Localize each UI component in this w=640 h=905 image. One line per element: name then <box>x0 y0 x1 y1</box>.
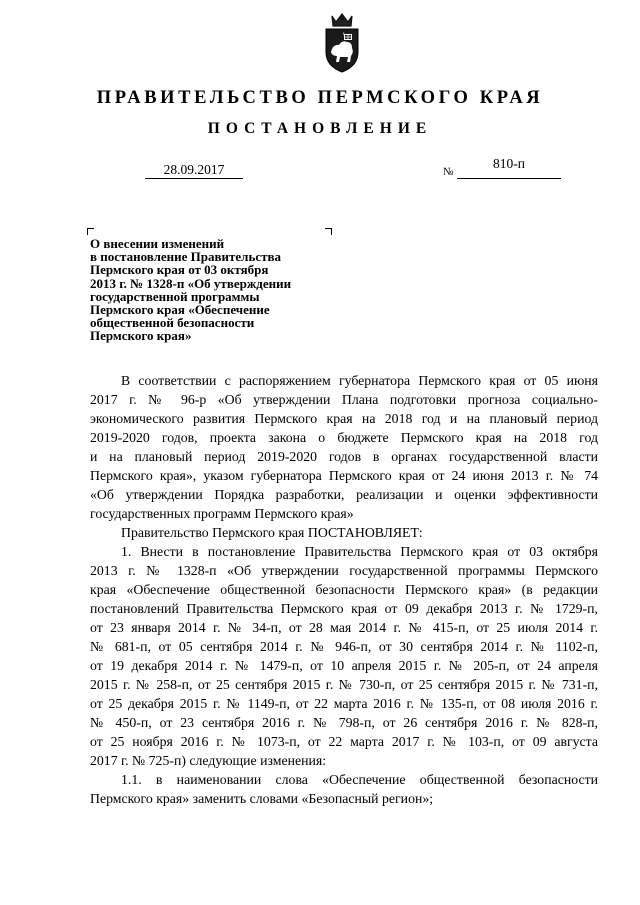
body-line: Пермского края», указом губернатора Пермского края от 24 июня 2013 г. № 74 <box>90 468 598 483</box>
body-line: государственных программ Пермского края» <box>90 506 354 521</box>
body-line: «Об утверждении Порядка разработки, реализации и оценки эффективности <box>90 487 598 502</box>
body-line: от 25 ноября 2016 г. № 1073-п, от 22 марта 2017 г. № 103-п, от 09 августа <box>90 734 598 749</box>
subject-line: 2013 г. № 1328-п «Об утверждении <box>90 275 292 291</box>
body-line: 2017 г. № 96-р «Об утверждении Плана подготовки прогноза социально- <box>90 392 598 407</box>
date-underline <box>145 178 243 179</box>
body-line: от 19 декабря 2014 г. № 1479-п, от 10 апреля 2015 г. № 205-п, от 24 апреля <box>90 658 598 673</box>
perm-krai-coat-of-arms-icon <box>318 12 366 74</box>
body-line: постановлений Правительства Пермского края от 09 декабря 2013 г. № 1729-п, <box>90 601 598 616</box>
body-line: № 681-п, от 05 сентября 2014 г. № 946-п, от 30 сентября 2014 г. № 1102-п, <box>90 639 598 654</box>
body-line: края «Обеспечение общественной безопасности Пермского края» (в редакции <box>90 582 598 597</box>
body-line: 2019-2020 годов, проекта закона о бюджете Пермского края на 2018 год <box>90 430 598 445</box>
subject-line: О внесении изменений <box>90 236 225 251</box>
body-line: 1. Внести в постановление Правительства Пермского края от 03 октября <box>121 544 598 559</box>
document-subject <box>90 237 350 343</box>
body-line: 2017 г. № 725-п) следующие изменения: <box>90 753 327 768</box>
body-line: № 450-п, от 23 сентября 2016 г. № 798-п, от 26 сентября 2016 г. № 828-п, <box>90 715 598 730</box>
body-line: 2013 г. № 1328-п «Об утверждении государственной программы Пермского <box>90 563 598 578</box>
subject-line: общественной безопасности <box>90 315 255 331</box>
body-line: В соответствии с распоряжением губернатора Пермского края от 05 июня <box>121 373 598 388</box>
subject-line: в постановление Правительства <box>90 249 282 265</box>
subject-line: Пермского края от 03 октября <box>90 262 269 278</box>
subject-corner-left <box>87 228 94 235</box>
document-type-title: ПОСТАНОВЛЕНИЕ <box>207 120 433 137</box>
subject-line: Пермского края «Обеспечение <box>90 302 270 318</box>
body-line: и на плановый период 2019-2020 годов в органах государственной власти <box>90 449 598 464</box>
document-date: 28.09.2017 <box>163 162 225 177</box>
document-number: 810-п <box>493 156 525 171</box>
body-line: Правительство Пермского края ПОСТАНОВЛЯЕТ: <box>121 525 423 540</box>
body-line: экономического развития Пермского края на 2018 год и на плановый период <box>90 411 598 426</box>
organization-title: ПРАВИТЕЛЬСТВО ПЕРМСКОГО КРАЯ <box>96 88 544 108</box>
number-label: № <box>443 166 454 178</box>
subject-line: Пермского края» <box>90 328 192 344</box>
body-line: Пермского края» заменить словами «Безопасный регион»; <box>90 791 434 806</box>
number-underline <box>457 178 561 179</box>
document-body <box>90 371 598 808</box>
body-line: от 23 января 2014 г. № 34-п, от 28 мая 2014 г. № 415-п, от 25 июля 2014 г. <box>90 620 598 635</box>
body-line: от 25 декабря 2015 г. № 1149-п, от 22 марта 2016 г. № 135-п, от 08 июля 2016 г. <box>90 696 598 711</box>
subject-line: государственной программы <box>90 288 260 304</box>
body-line: 1.1. в наименовании слова «Обеспечение общественной безопасности <box>121 772 598 787</box>
subject-corner-right <box>325 228 332 235</box>
body-line: 2015 г. № 258-п, от 25 сентября 2015 г. № 730-п, от 25 сентября 2015 г. № 731-п, <box>90 677 598 692</box>
